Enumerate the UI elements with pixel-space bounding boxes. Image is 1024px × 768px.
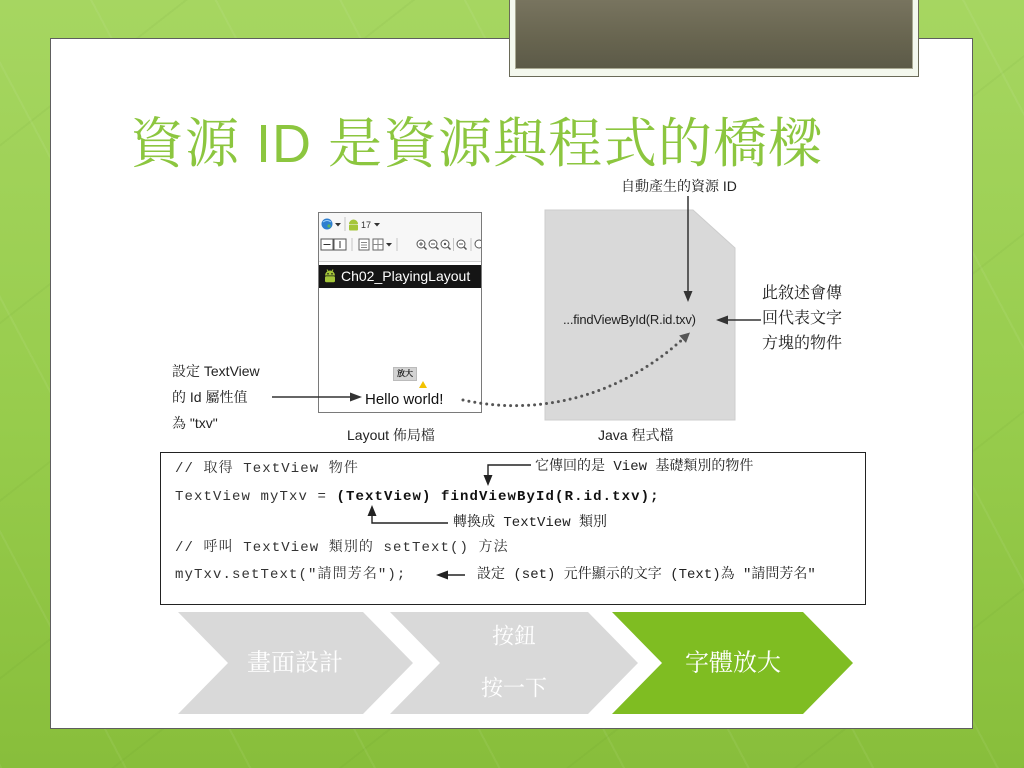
return-type-arrow	[484, 465, 532, 486]
set-id-note-line: 的 Id 屬性值	[172, 389, 248, 405]
project-title: Ch02_PlayingLayout	[341, 268, 471, 284]
layout-file-caption: Layout 佈局檔	[347, 427, 435, 443]
code-comment-call: // 呼叫 TextView 類別的 setText() 方法	[175, 540, 509, 556]
step-enlarge-font	[612, 612, 853, 714]
code-declaration-bold: (TextView) findViewById(R.id.txv);	[336, 489, 660, 505]
return-note-line: 此敘述會傳	[762, 285, 843, 302]
set-id-note-line: 為 "txv"	[172, 415, 218, 431]
api-level-label: 17	[361, 220, 372, 230]
set-id-note-line: 設定 TextView	[172, 363, 260, 379]
return-note	[762, 281, 842, 356]
settext-arrow	[436, 571, 465, 580]
step-label: 按鈕	[491, 623, 537, 649]
code-comment-get: // 取得 TextView 物件	[175, 461, 359, 477]
slide-title: 資源 ID 是資源與程式的橋樑	[130, 114, 824, 174]
java-snippet: ...findViewById(R.id.txv)	[563, 312, 696, 327]
set-id-arrow	[272, 393, 362, 402]
settext-note: 設定 (set) 元件顯示的文字 (Text)為 "請問芳名"	[477, 567, 816, 583]
step-screen-design	[178, 612, 413, 714]
cast-arrow	[368, 505, 449, 523]
return-type-note: 它傳回的是 View 基礎類別的物件	[535, 459, 754, 475]
auto-id-label: 自動產生的資源 ID	[621, 178, 737, 194]
set-id-note	[172, 358, 260, 436]
step-press-button	[390, 612, 638, 714]
step-label: 畫面設計	[247, 649, 343, 677]
return-note-line: 回代表文字	[762, 310, 843, 327]
hello-world-textview: Hello world!	[365, 391, 444, 408]
step-label: 字體放大	[685, 649, 781, 677]
code-declaration	[175, 489, 660, 505]
zoom-button: 放大	[393, 367, 417, 381]
code-declaration-plain: TextView myTxv =	[175, 489, 337, 505]
step-label: 按一下	[480, 675, 548, 701]
cast-note: 轉換成 TextView 類別	[453, 515, 608, 531]
return-note-line: 方塊的物件	[762, 335, 843, 352]
code-settext-call: myTxv.setText("請問芳名");	[175, 567, 407, 583]
java-file-caption: Java 程式檔	[598, 427, 674, 443]
